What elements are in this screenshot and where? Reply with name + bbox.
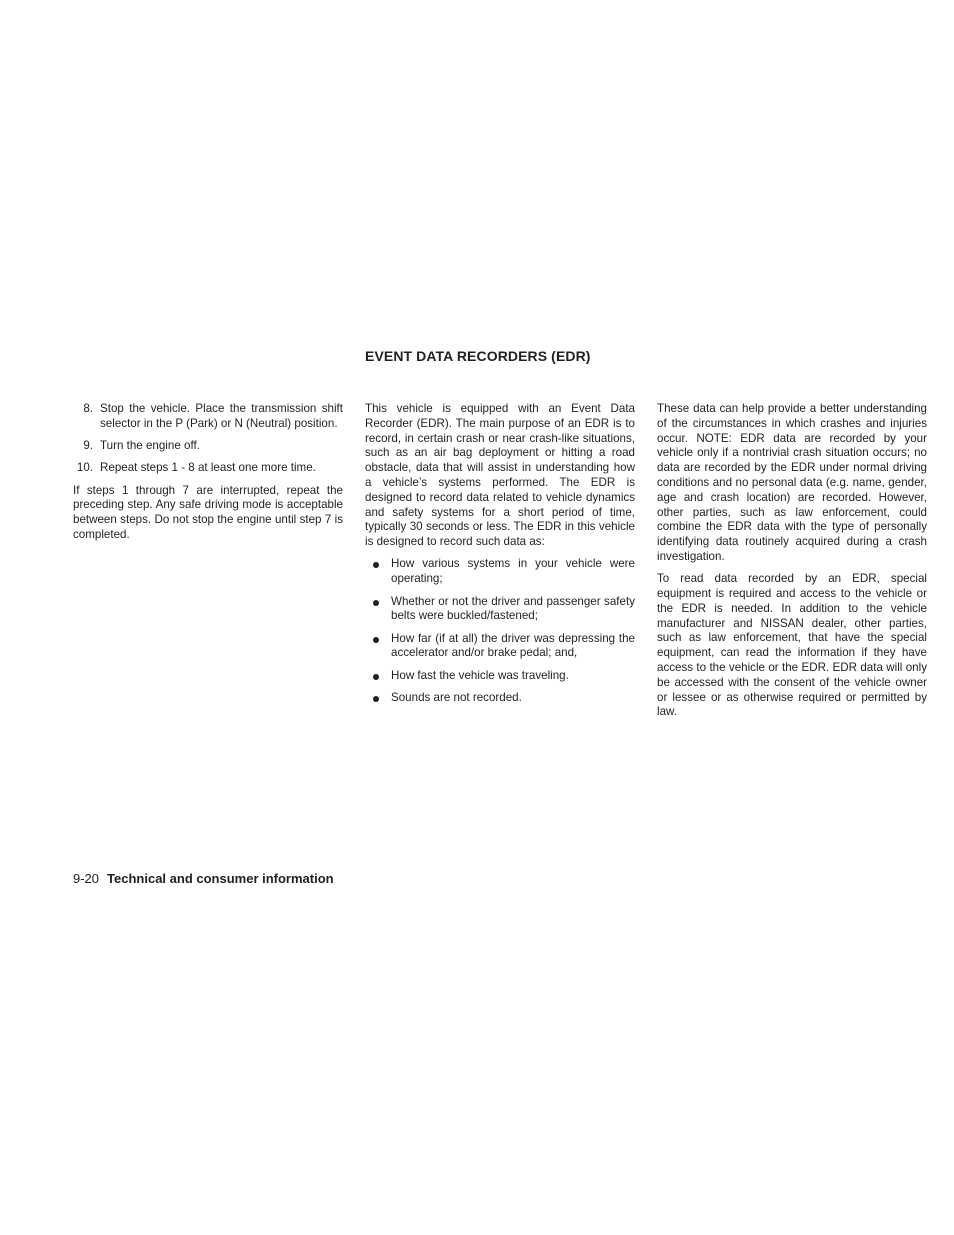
chapter-title: Technical and consumer information — [107, 871, 334, 886]
recorded-data-list — [365, 557, 635, 705]
bullet-text: Whether or not the driver and passenger safety belts were buckled/fastened; — [391, 594, 635, 623]
bullet-icon — [373, 674, 379, 680]
section-title: EVENT DATA RECORDERS (EDR) — [365, 348, 591, 364]
list-item — [365, 669, 635, 684]
bullet-icon — [373, 562, 379, 568]
list-item — [365, 691, 635, 706]
list-item — [365, 595, 635, 625]
column-middle — [365, 402, 635, 713]
steps-list — [73, 402, 343, 476]
step-number: 10. — [76, 461, 93, 475]
list-item — [365, 557, 635, 587]
bullet-icon — [373, 637, 379, 643]
bullet-icon — [373, 696, 379, 702]
bullet-text: Sounds are not recorded. — [391, 691, 522, 705]
bullet-text: How far (if at all) the driver was depressing the accelerator and/or brake pedal; and, — [391, 631, 635, 660]
list-item — [365, 632, 635, 662]
step-text: Repeat steps 1 - 8 at least one more time. — [100, 461, 316, 475]
column-right — [657, 402, 927, 728]
column-left — [73, 402, 343, 550]
edr-data-usage-paragraph: These data can help provide a better understanding of the circumstances in which crashes and injuries occur. NOTE: EDR data are recorded by your vehicle only if a nontrivial crash situation occurs; no data are recorded by the EDR under normal driving conditions and no personal data (e.g. name, gender, age and crash location) are recorded. However, other parties, such as law enforcement, could combine the EDR data with the type of personally identifying data routinely acquired during a crash investigation. — [657, 402, 927, 563]
step-number: 8. — [83, 402, 93, 415]
step-number: 9. — [83, 439, 93, 453]
step-text: Turn the engine off. — [100, 439, 200, 453]
step-text: Stop the vehicle. Place the transmission shift selector in the P (Park) or N (Neutral) position. — [100, 402, 343, 430]
bullet-text: How fast the vehicle was traveling. — [391, 668, 569, 682]
interrupted-steps-paragraph: If steps 1 through 7 are interrupted, repeat the preceding step. Any safe driving mode is acceptable between steps. Do not stop the engine until step 7 is completed. — [73, 483, 343, 542]
edr-intro-paragraph: This vehicle is equipped with an Event Data Recorder (EDR). The main purpose of an EDR is to record, in certain crash or near crash-like situations, such as an air bag deployment or hitting a road obstacle, data that will assist in understanding how a vehicle’s systems performed. The EDR is designed to record data related to vehicle dynamics and safety systems for a short period of time, typically 30 seconds or less. The EDR in this vehicle is designed to record such data as: — [365, 402, 635, 549]
list-item — [73, 439, 343, 454]
bullet-icon — [373, 600, 379, 606]
page-number: 9-20 — [73, 871, 100, 886]
list-item — [73, 402, 343, 432]
list-item — [73, 461, 343, 476]
edr-data-access-paragraph: To read data recorded by an EDR, special equipment is required and access to the vehicle or the EDR is needed. In addition to the vehicle manufacturer and NISSAN dealer, other parties, such as law enforcement, that have the special equipment, can read the information if they have access to the vehicle or the EDR. EDR data will only be accessed with the consent of the vehicle owner or lessee or as otherwise required or permitted by law. — [657, 572, 927, 719]
bullet-text: How various systems in your vehicle were operating; — [391, 557, 635, 586]
page-footer — [73, 871, 334, 886]
